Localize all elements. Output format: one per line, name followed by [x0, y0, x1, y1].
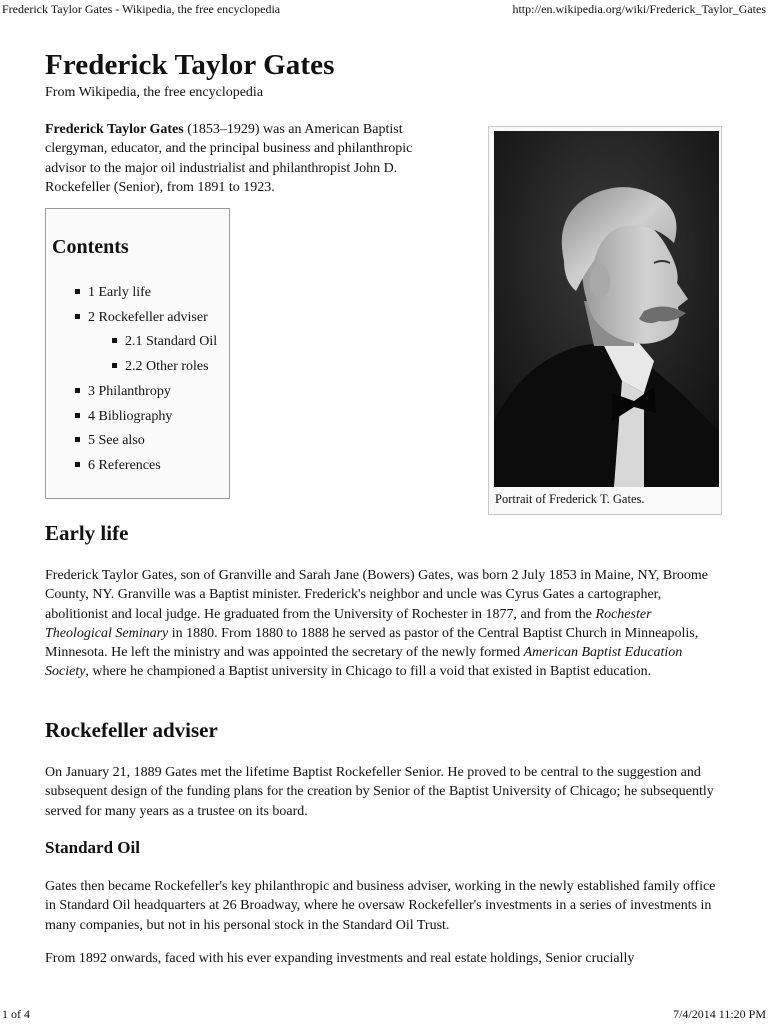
bullet-icon	[75, 388, 80, 393]
toc-item-other-roles[interactable]	[112, 358, 209, 376]
print-header-title: Frederick Taylor Gates - Wikipedia, the free encyclopedia	[2, 2, 281, 16]
toc-item-label[interactable]: 2.1 Standard Oil	[125, 334, 218, 349]
page-number: 1 of 4	[2, 1007, 30, 1021]
toc-item-standard-oil[interactable]	[112, 333, 217, 351]
bullet-icon	[112, 338, 117, 343]
portrait-image[interactable]	[494, 131, 719, 487]
heading-early-life: Early life	[45, 521, 129, 545]
print-header	[0, 0, 768, 18]
toc-item-label[interactable]: 2.2 Other roles	[125, 359, 209, 374]
table-of-contents	[45, 208, 230, 499]
seminary-link[interactable]: Rochester Theological Seminary	[45, 606, 652, 641]
lead-text: (1853–1929) was an American Baptist clergyman, educator, and the principal business and philanthropic advisor to the major oil industrialist and philanthropist John D. Rockefeller (Senior), from 1891 to 1923.	[45, 122, 413, 196]
toc-item-label[interactable]: 5 See also	[88, 433, 145, 448]
bullet-icon	[112, 363, 117, 368]
print-header-url[interactable]: http://en.wikipedia.org/wiki/Frederick_Taylor_Gates	[512, 2, 766, 16]
early-life-text: , where he championed a Baptist university in Chicago to fill a void that existed in Baptist education.	[85, 664, 652, 680]
toc-item-label[interactable]: 4 Bibliography	[88, 409, 173, 424]
portrait-caption: Portrait of Frederick T. Gates.	[495, 492, 645, 506]
toc-item-label[interactable]: 3 Philanthropy	[88, 384, 171, 399]
toc-item-rockefeller-adviser[interactable]	[75, 309, 208, 327]
standard-oil-paragraph-2: From 1892 onwards, faced with his ever expanding investments and real estate holdings, Senior crucially	[45, 951, 635, 966]
heading-standard-oil: Standard Oil	[45, 838, 140, 857]
lead-paragraph	[45, 120, 450, 198]
toc-item-label[interactable]: 6 References	[88, 458, 161, 473]
rockefeller-paragraph: On January 21, 1889 Gates met the lifetime Baptist Rockefeller Senior. He proved to be central to the suggestion and subsequent design of the funding plans for the creation by Senior of the Baptist University of Chicago; he subsequently served for many years as a trustee on its board.	[45, 765, 714, 819]
tagline: From Wikipedia, the free encyclopedia	[45, 85, 264, 100]
standard-oil-paragraph-1: Gates then became Rockefeller's key philanthropic and business adviser, working in the newly established family office in Standard Oil headquarters at 26 Broadway, where he oversaw Rockefeller's investments in a series of investments in many companies, but not in his personal stock in the Standard Oil Trust.	[45, 879, 716, 933]
toc-item-philanthropy[interactable]	[75, 383, 171, 401]
toc-item-label[interactable]: 2 Rockefeller adviser	[88, 310, 208, 325]
bullet-icon	[75, 437, 80, 442]
toc-title: Contents	[52, 236, 129, 258]
toc-item-references[interactable]	[75, 457, 161, 475]
education-society-link[interactable]: American Baptist Education Society	[45, 645, 683, 680]
infobox	[488, 126, 722, 515]
early-life-paragraph	[45, 566, 721, 682]
bullet-icon	[75, 462, 80, 467]
early-life-text: Frederick Taylor Gates, son of Granville and Sarah Jane (Bowers) Gates, was born 2 July 1853 in Maine, NY, Broome County, NY. Granville was a Baptist minister. Frederick's neighbor and uncle was Cyrus Gates a cartographer, abolitionist and local judge. He graduated from the University of Rochester in 1877, and from the	[45, 568, 708, 622]
early-life-text: in 1880. From 1880 to 1888 he served as pastor of the Central Baptist Church in Minneapolis, Minnesota. He left the ministry and was appointed the secretary of the newly formed	[45, 625, 699, 661]
page-title: Frederick Taylor Gates	[45, 49, 335, 81]
toc-item-bibliography[interactable]	[75, 408, 172, 426]
toc-item-early-life[interactable]	[75, 284, 151, 302]
toc-item-label[interactable]: 1 Early life	[88, 285, 151, 300]
bullet-icon	[75, 289, 80, 294]
toc-item-see-also[interactable]	[75, 432, 145, 450]
lead-bold-name: Frederick Taylor Gates	[45, 122, 184, 137]
bullet-icon	[75, 413, 80, 418]
print-footer	[0, 1004, 768, 1022]
print-datetime: 7/4/2014 11:20 PM	[673, 1007, 766, 1021]
bullet-icon	[75, 314, 80, 319]
heading-rockefeller-adviser: Rockefeller adviser	[45, 718, 218, 742]
